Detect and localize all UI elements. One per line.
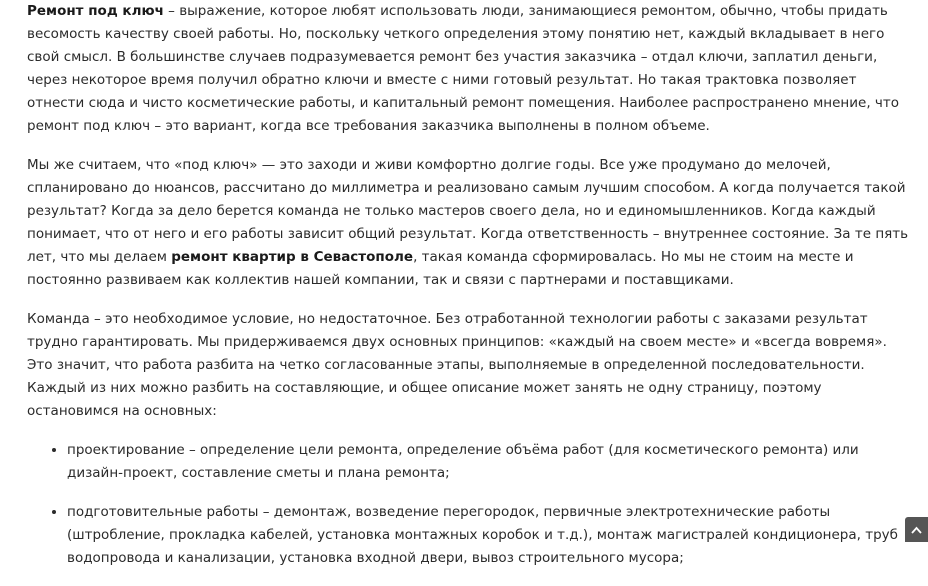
scroll-to-top-button[interactable] — [905, 517, 928, 542]
paragraph-intro — [27, 0, 912, 138]
keyword-turnkey-renovation: Ремонт под ключ — [27, 3, 164, 19]
paragraph-intro-text: – выражение, которое любят использовать люди, занимающиеся ремонтом, обычно, чтобы придать весомость качеству своей работы. Но, поскольку четкого определения этому понятию нет, каждый вкладывает в него свой смысл. В большинстве случаев подразумевается ремонт без участия заказчика – отдал ключи, заплатил деньги, через некоторое время получил обратно ключи и вместе с ними готовый результат. Но такая трактовка позволяет отнести сюда и чисто косметические работы, и капитальный ремонт помещения. Наиболее распространено мнение, что ремонт под ключ – это вариант, когда все требования заказчика выполнены в полном объеме. — [27, 3, 900, 134]
list-item: • проектирование – определение цели ремонта, определение объёма работ (для косметического ремонта) или дизайн-проект, составление сметы и плана ремонта; — [67, 439, 912, 485]
article-body — [27, 0, 912, 586]
stages-list — [27, 439, 912, 570]
paragraph-approach-text-2: , такая команда сформировалась. Но мы не стоим на месте и постоянно развиваем как коллектив нашей компании, так и связи с партнерами и поставщиками. — [27, 249, 854, 288]
paragraph-technology: Команда – это необходимое условие, но недостаточное. Без отработанной технологии работы с заказами результат трудно гарантировать. Мы придерживаемся двух основных принципов: «каждый на своем месте» и «всегда вовремя». Это значит, что работа разбита на четко согласованные этапы, выполняемые в определенной последовательности. Каждый из них можно разбить на составляющие, и общее описание может занять не одну страницу, поэтому остановимся на основных: — [27, 311, 887, 419]
keyword-sevastopol-renovation: ремонт квартир в Севастополе — [171, 249, 414, 265]
arrow-up-icon — [911, 526, 922, 534]
paragraph-approach-text-1: Мы же считаем, что «под ключ» — это заходи и живи комфортно долгие годы. Все уже продумано до мелочей, спланировано до нюансов, рассчитано до миллиметра и реализовано самым лучшим способом. А когда получается такой результат? Когда за дело берется команда не только мастеров своего дела, но и единомышленников. Когда каждый понимает, что от него и его работы зависит общий результат. Когда ответственность – внутреннее состояние. За те пять лет, что мы делаем — [27, 157, 909, 265]
list-item: • подготовительные работы – демонтаж, возведение перегородок, первичные электротехнические работы (штробление, прокладка кабелей, установка монтажных коробок и т.д.), монтаж магистралей кондиционера, труб водопровода и канализации, установка входной двери, вывоз строительного мусора; — [67, 501, 912, 570]
paragraph-approach — [27, 154, 912, 292]
